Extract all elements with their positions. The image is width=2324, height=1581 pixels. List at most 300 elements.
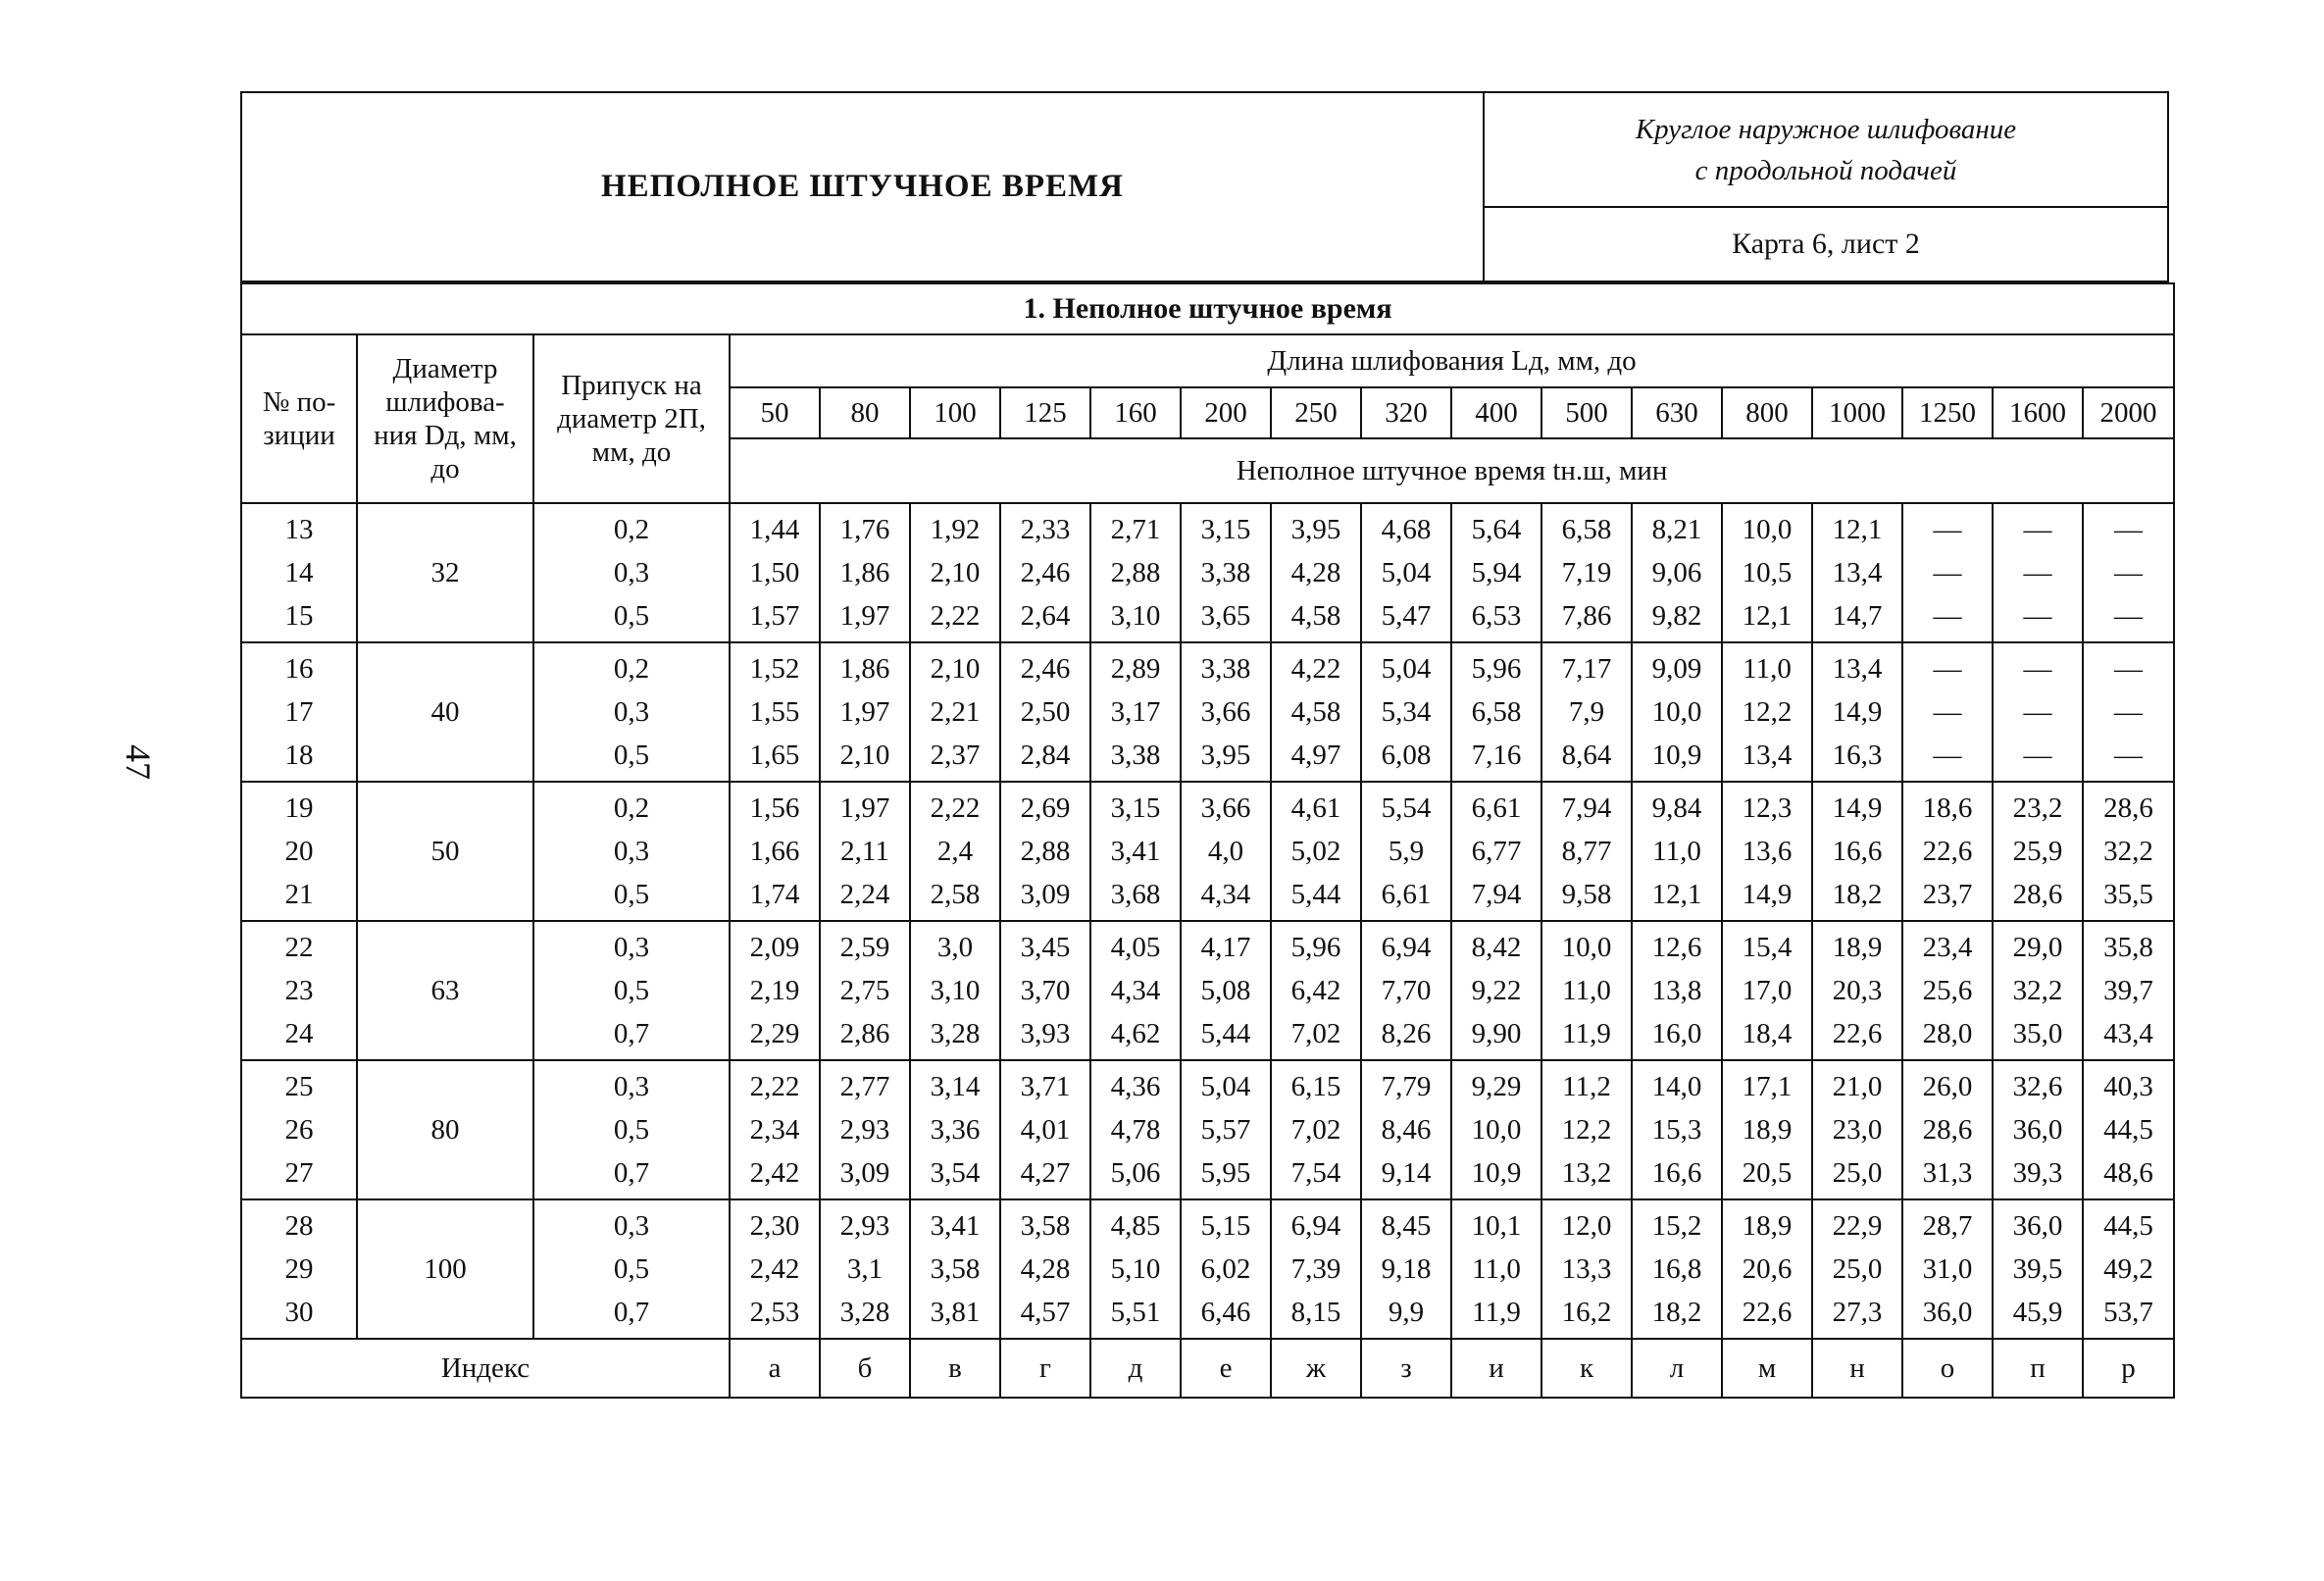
time-cell	[730, 782, 820, 921]
time-cell	[1271, 642, 1361, 782]
position-cell	[241, 782, 357, 921]
time-value: 13,3	[1561, 1253, 1612, 1285]
time-value: 1,97	[839, 696, 890, 728]
time-value: 2,69	[1020, 792, 1071, 824]
time-value: 1,76	[839, 514, 890, 545]
time-value: 2,22	[930, 792, 981, 824]
time-value: 13,6	[1742, 836, 1793, 867]
time-value: 9,18	[1381, 1253, 1432, 1285]
index-letter: о	[1902, 1339, 1993, 1398]
position-number: 23	[284, 975, 314, 1006]
time-cell	[1451, 1060, 1541, 1199]
time-header: Неполное штучное время tн.ш, мин	[730, 438, 2174, 503]
time-value: 2,4	[936, 836, 974, 867]
time-value: 45,9	[2012, 1297, 2063, 1328]
time-cell	[1451, 642, 1541, 782]
time-value: 5,54	[1381, 792, 1432, 824]
time-value: 2,22	[749, 1071, 800, 1102]
time-value: 7,02	[1290, 1018, 1341, 1049]
time-value: 10,0	[1742, 514, 1793, 545]
time-value: 12,1	[1742, 600, 1793, 632]
time-value: 4,62	[1110, 1018, 1161, 1049]
time-cell	[1000, 1060, 1090, 1199]
time-cell	[2083, 782, 2174, 921]
length-col-320: 320	[1361, 387, 1451, 438]
time-value: 40,3	[2103, 1071, 2153, 1102]
time-cell	[1000, 1199, 1090, 1339]
allowance-value: 0,5	[613, 1114, 650, 1146]
time-value: 44,5	[2103, 1210, 2153, 1242]
time-cell	[1090, 503, 1181, 642]
diameter-cell: 63	[357, 921, 533, 1060]
time-value: —	[2114, 740, 2144, 771]
time-value: 23,4	[1922, 932, 1973, 963]
time-value: 2,33	[1020, 514, 1071, 545]
time-cell	[1271, 921, 1361, 1060]
time-cell	[1632, 503, 1722, 642]
position-cell	[241, 642, 357, 782]
time-cell	[730, 1199, 820, 1339]
position-cell	[241, 503, 357, 642]
time-value: 2,10	[930, 653, 981, 685]
allowance-value: 0,3	[613, 696, 650, 728]
time-value: 15,4	[1742, 932, 1793, 963]
time-value: 1,50	[749, 557, 800, 588]
time-value: 12,2	[1561, 1114, 1612, 1146]
time-cell	[1541, 503, 1632, 642]
time-value: 39,5	[2012, 1253, 2063, 1285]
time-cell	[1451, 1199, 1541, 1339]
allowance-value: 0,2	[613, 514, 650, 545]
time-value: 8,21	[1651, 514, 1702, 545]
time-value: 9,9	[1388, 1297, 1425, 1328]
time-cell	[1722, 782, 1812, 921]
position-number: 27	[284, 1157, 314, 1189]
time-value: 27,3	[1832, 1297, 1883, 1328]
time-cell	[910, 642, 1000, 782]
allowance-value: 0,3	[613, 836, 650, 867]
time-value: 22,6	[1742, 1297, 1793, 1328]
table-row	[241, 782, 2174, 921]
time-value: 13,4	[1832, 653, 1883, 685]
time-value: 18,4	[1742, 1018, 1793, 1049]
time-value: 4,01	[1020, 1114, 1071, 1146]
time-value: 18,2	[1651, 1297, 1702, 1328]
time-cell	[1541, 782, 1632, 921]
time-value: 53,7	[2103, 1297, 2153, 1328]
time-cell	[1000, 642, 1090, 782]
time-value: 9,09	[1651, 653, 1702, 685]
time-value: —	[1933, 514, 1962, 545]
diameter-cell: 50	[357, 782, 533, 921]
time-cell	[1993, 642, 2083, 782]
time-cell	[1812, 782, 1902, 921]
time-cell	[2083, 1060, 2174, 1199]
table-row	[241, 642, 2174, 782]
time-value: 2,58	[930, 879, 981, 910]
time-value: —	[2023, 514, 2052, 545]
time-value: 6,94	[1381, 932, 1432, 963]
time-value: 9,29	[1471, 1071, 1522, 1102]
time-value: 1,56	[749, 792, 800, 824]
index-letter: н	[1812, 1339, 1902, 1398]
time-cell	[1902, 503, 1993, 642]
time-value: 2,93	[839, 1210, 890, 1242]
time-value: 10,9	[1471, 1157, 1522, 1189]
time-value: 25,0	[1832, 1157, 1883, 1189]
time-value: 6,42	[1290, 975, 1341, 1006]
time-value: 9,58	[1561, 879, 1612, 910]
allowance-value: 0,5	[613, 879, 650, 910]
time-value: 5,44	[1200, 1018, 1251, 1049]
time-cell	[1181, 782, 1271, 921]
time-cell	[1090, 642, 1181, 782]
header-right	[1485, 93, 2167, 280]
length-col-250: 250	[1271, 387, 1361, 438]
time-value: 7,39	[1290, 1253, 1341, 1285]
time-value: 6,53	[1471, 600, 1522, 632]
time-value: 17,0	[1742, 975, 1793, 1006]
time-cell	[1632, 921, 1722, 1060]
time-cell	[1090, 1060, 1181, 1199]
time-value: —	[1933, 600, 1962, 632]
card-number: Карта 6, лист 2	[1732, 228, 1920, 260]
position-number: 28	[284, 1210, 314, 1242]
time-cell	[730, 921, 820, 1060]
diameter-cell: 100	[357, 1199, 533, 1339]
time-cell	[1632, 1199, 1722, 1339]
time-value: 39,3	[2012, 1157, 2063, 1189]
time-value: 6,58	[1561, 514, 1612, 545]
time-cell	[730, 642, 820, 782]
time-cell	[2083, 642, 2174, 782]
time-cell	[1902, 1060, 1993, 1199]
index-label: Индекс	[241, 1339, 730, 1398]
time-value: —	[2114, 696, 2144, 728]
time-cell	[1722, 642, 1812, 782]
time-value: 1,57	[749, 600, 800, 632]
time-value: 6,08	[1381, 740, 1432, 771]
time-cell	[1993, 782, 2083, 921]
index-letter: в	[910, 1339, 1000, 1398]
time-value: 3,28	[930, 1018, 981, 1049]
length-col-1250: 1250	[1902, 387, 1993, 438]
time-value: 5,94	[1471, 557, 1522, 588]
position-number: 22	[284, 932, 314, 963]
section-title: 1. Неполное штучное время	[241, 283, 2174, 334]
time-value: 1,66	[749, 836, 800, 867]
time-value: 1,65	[749, 740, 800, 771]
time-value: 13,4	[1832, 557, 1883, 588]
time-value: 17,1	[1742, 1071, 1793, 1102]
time-cell	[1271, 1060, 1361, 1199]
time-value: 32,2	[2012, 975, 2063, 1006]
time-value: 3,38	[1110, 740, 1161, 771]
time-cell	[1361, 782, 1451, 921]
time-cell	[1902, 782, 1993, 921]
index-letter: г	[1000, 1339, 1090, 1398]
time-value: 21,0	[1832, 1071, 1883, 1102]
time-cell	[1541, 921, 1632, 1060]
length-col-800: 800	[1722, 387, 1812, 438]
index-letter: ж	[1271, 1339, 1361, 1398]
time-value: 36,0	[2012, 1210, 2063, 1242]
time-value: 20,5	[1742, 1157, 1793, 1189]
time-value: 3,81	[930, 1297, 981, 1328]
time-value: 5,06	[1110, 1157, 1161, 1189]
time-value: —	[2023, 740, 2052, 771]
table-row	[241, 921, 2174, 1060]
time-cell	[730, 1060, 820, 1199]
time-value: 3,0	[936, 932, 974, 963]
time-cell	[2083, 1199, 2174, 1339]
time-value: 2,42	[749, 1253, 800, 1285]
time-value: 3,15	[1110, 792, 1161, 824]
time-value: 25,9	[2012, 836, 2063, 867]
time-cell	[1722, 1060, 1812, 1199]
time-value: 2,42	[749, 1157, 800, 1189]
time-value: 9,06	[1651, 557, 1702, 588]
time-value: 22,9	[1832, 1210, 1883, 1242]
time-cell	[910, 503, 1000, 642]
index-letter: м	[1722, 1339, 1812, 1398]
time-cell	[1632, 782, 1722, 921]
time-value: 10,0	[1561, 932, 1612, 963]
time-cell	[1541, 1060, 1632, 1199]
time-value: 14,7	[1832, 600, 1883, 632]
time-value: 2,19	[749, 975, 800, 1006]
time-value: 4,28	[1020, 1253, 1071, 1285]
time-value: 4,34	[1110, 975, 1161, 1006]
time-value: 1,86	[839, 557, 890, 588]
time-value: 15,2	[1651, 1210, 1702, 1242]
time-cell	[1632, 1060, 1722, 1199]
time-value: 2,88	[1110, 557, 1161, 588]
time-value: 23,2	[2012, 792, 2063, 824]
time-value: 9,90	[1471, 1018, 1522, 1049]
time-value: 6,77	[1471, 836, 1522, 867]
time-value: —	[2023, 557, 2052, 588]
time-value: 4,34	[1200, 879, 1251, 910]
time-value: 4,0	[1207, 836, 1244, 867]
time-value: 8,42	[1471, 932, 1522, 963]
time-value: 8,46	[1381, 1114, 1432, 1146]
position-number: 30	[284, 1297, 314, 1328]
time-cell	[1361, 921, 1451, 1060]
length-col-1000: 1000	[1812, 387, 1902, 438]
time-value: 20,3	[1832, 975, 1883, 1006]
time-value: 5,15	[1200, 1210, 1251, 1242]
page-title: НЕПОЛНОЕ ШТУЧНОЕ ВРЕМЯ	[242, 93, 1485, 280]
allowance-value: 0,7	[613, 1018, 650, 1049]
time-cell	[1902, 642, 1993, 782]
allowance-cell	[533, 503, 730, 642]
time-value: 11,0	[1652, 836, 1701, 867]
time-cell	[1361, 503, 1451, 642]
time-value: 25,6	[1922, 975, 1973, 1006]
time-value: 12,2	[1742, 696, 1793, 728]
time-value: 2,24	[839, 879, 890, 910]
time-cell	[820, 921, 910, 1060]
time-value: 14,0	[1651, 1071, 1702, 1102]
time-value: 7,02	[1290, 1114, 1341, 1146]
time-value: —	[2114, 514, 2144, 545]
time-value: 44,5	[2103, 1114, 2153, 1146]
allowance-value: 0,5	[613, 600, 650, 632]
time-cell	[1181, 503, 1271, 642]
time-value: 2,46	[1020, 653, 1071, 685]
time-value: 3,70	[1020, 975, 1071, 1006]
diameter-cell: 32	[357, 503, 533, 642]
time-cell	[820, 503, 910, 642]
subtitle-line-1: Круглое наружное шлифование	[1635, 113, 2017, 145]
position-number: 14	[284, 557, 314, 588]
time-value: 4,57	[1020, 1297, 1071, 1328]
time-value: 16,0	[1651, 1018, 1702, 1049]
time-value: 3,58	[1020, 1210, 1071, 1242]
time-value: 3,38	[1200, 653, 1251, 685]
time-cell	[910, 921, 1000, 1060]
time-value: 8,45	[1381, 1210, 1432, 1242]
allowance-cell	[533, 1060, 730, 1199]
time-value: 2,53	[749, 1297, 800, 1328]
time-value: 3,14	[930, 1071, 981, 1102]
index-letter: д	[1090, 1339, 1181, 1398]
time-cell	[910, 1060, 1000, 1199]
time-value: 5,96	[1290, 932, 1341, 963]
length-col-100: 100	[910, 387, 1000, 438]
time-value: —	[1933, 653, 1962, 685]
time-value: 2,21	[930, 696, 981, 728]
time-cell	[1902, 921, 1993, 1060]
time-value: —	[2114, 600, 2144, 632]
time-value: 3,10	[1110, 600, 1161, 632]
allowance-value: 0,7	[613, 1157, 650, 1189]
time-value: 3,41	[1110, 836, 1161, 867]
time-value: 2,50	[1020, 696, 1071, 728]
position-number: 18	[284, 740, 314, 771]
time-cell	[1812, 921, 1902, 1060]
time-cell	[1361, 642, 1451, 782]
time-value: 5,44	[1290, 879, 1341, 910]
allowance-value: 0,5	[613, 1253, 650, 1285]
time-value: 11,0	[1562, 975, 1611, 1006]
time-value: 5,47	[1381, 600, 1432, 632]
time-cell	[1812, 1060, 1902, 1199]
time-cell	[1993, 1199, 2083, 1339]
time-value: 1,92	[930, 514, 981, 545]
time-value: 20,6	[1742, 1253, 1793, 1285]
time-value: 4,36	[1110, 1071, 1161, 1102]
time-cell	[1181, 1060, 1271, 1199]
time-cell	[1000, 503, 1090, 642]
col-allowance-header: Припуск на диаметр 2П, мм, до	[533, 334, 730, 503]
time-value: 10,0	[1651, 696, 1702, 728]
time-value: 7,79	[1381, 1071, 1432, 1102]
time-cell	[1902, 1199, 1993, 1339]
time-value: 3,71	[1020, 1071, 1071, 1102]
time-value: 4,61	[1290, 792, 1341, 824]
time-value: 6,46	[1200, 1297, 1251, 1328]
length-col-80: 80	[820, 387, 910, 438]
time-value: 28,7	[1922, 1210, 1973, 1242]
time-value: 4,22	[1290, 653, 1341, 685]
time-value: 7,86	[1561, 600, 1612, 632]
time-value: 2,09	[749, 932, 800, 963]
position-number: 17	[284, 696, 314, 728]
allowance-value: 0,5	[613, 975, 650, 1006]
time-value: —	[1933, 696, 1962, 728]
allowance-value: 0,3	[613, 1071, 650, 1102]
time-value: 3,95	[1290, 514, 1341, 545]
time-value: 48,6	[2103, 1157, 2153, 1189]
time-value: 2,93	[839, 1114, 890, 1146]
time-value: 9,84	[1651, 792, 1702, 824]
time-value: —	[2023, 600, 2052, 632]
time-value: 2,37	[930, 740, 981, 771]
time-value: 28,0	[1922, 1018, 1973, 1049]
time-cell	[820, 1199, 910, 1339]
position-number: 21	[284, 879, 314, 910]
time-value: —	[1933, 740, 1962, 771]
time-value: 4,68	[1381, 514, 1432, 545]
time-value: 7,54	[1290, 1157, 1341, 1189]
time-value: 23,0	[1832, 1114, 1883, 1146]
time-value: 7,70	[1381, 975, 1432, 1006]
time-cell	[1271, 503, 1361, 642]
time-cell	[730, 503, 820, 642]
index-letter: е	[1181, 1339, 1271, 1398]
time-value: 2,29	[749, 1018, 800, 1049]
time-table	[240, 282, 2175, 1399]
time-cell	[1090, 1199, 1181, 1339]
time-value: 4,05	[1110, 932, 1161, 963]
time-value: 7,19	[1561, 557, 1612, 588]
time-cell	[1993, 921, 2083, 1060]
time-cell	[1451, 782, 1541, 921]
time-value: 2,86	[839, 1018, 890, 1049]
index-letter: к	[1541, 1339, 1632, 1398]
time-value: 32,6	[2012, 1071, 2063, 1102]
time-value: 11,0	[1472, 1253, 1521, 1285]
time-value: 1,97	[839, 600, 890, 632]
time-value: 35,5	[2103, 879, 2153, 910]
time-value: 14,9	[1832, 696, 1883, 728]
time-cell	[1271, 782, 1361, 921]
time-cell	[1632, 642, 1722, 782]
allowance-cell	[533, 921, 730, 1060]
time-value: 22,6	[1832, 1018, 1883, 1049]
position-number: 29	[284, 1253, 314, 1285]
time-value: 2,84	[1020, 740, 1071, 771]
allowance-value: 0,2	[613, 653, 650, 685]
allowance-cell	[533, 1199, 730, 1339]
allowance-value: 0,5	[613, 740, 650, 771]
allowance-cell	[533, 782, 730, 921]
time-value: 1,86	[839, 653, 890, 685]
time-cell	[1541, 642, 1632, 782]
time-cell	[820, 1060, 910, 1199]
time-value: 6,15	[1290, 1071, 1341, 1102]
allowance-value: 0,7	[613, 1297, 650, 1328]
time-value: 11,9	[1562, 1018, 1611, 1049]
time-value: 9,22	[1471, 975, 1522, 1006]
time-value: 2,64	[1020, 600, 1071, 632]
position-number: 24	[284, 1018, 314, 1049]
time-cell	[1000, 921, 1090, 1060]
table-row	[241, 503, 2174, 642]
time-cell	[1812, 1199, 1902, 1339]
